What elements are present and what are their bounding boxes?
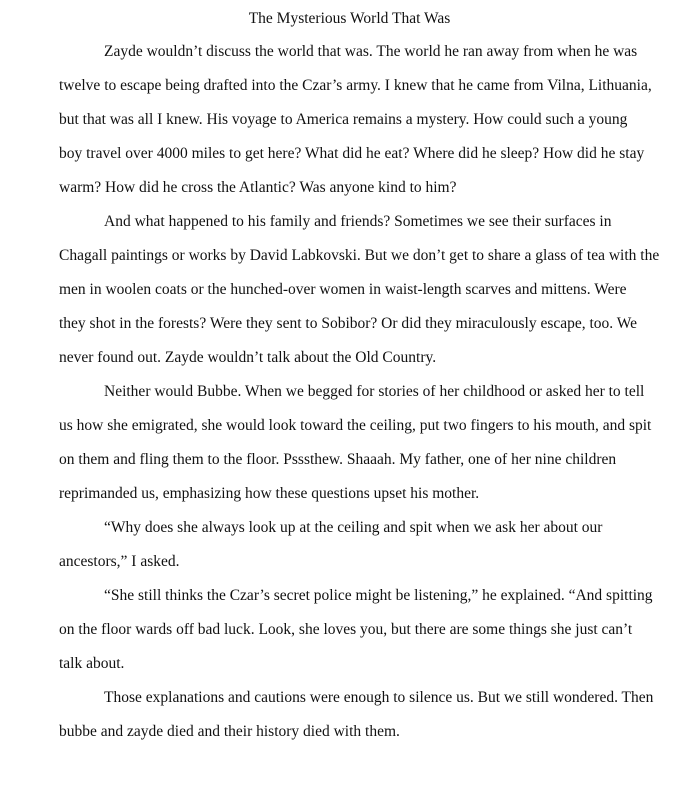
text-line: talk about. bbox=[59, 655, 125, 672]
text-line: on the floor wards off bad luck. Look, she loves you, but there are some things she just can’t bbox=[59, 621, 633, 638]
text-line: reprimanded us, emphasizing how these questions upset his mother. bbox=[59, 485, 480, 502]
text-line: boy travel over 4000 miles to get here? What did he eat? Where did he sleep? How did he stay bbox=[59, 145, 645, 162]
text-line: Neither would Bubbe. When we begged for stories of her childhood or asked her to tell bbox=[104, 383, 645, 400]
text-line: Chagall paintings or works by David Labkovski. But we don’t get to share a glass of tea with the bbox=[59, 247, 660, 264]
text-line: “Why does she always look up at the ceiling and spit when we ask her about our bbox=[104, 519, 603, 536]
text-line: bubbe and zayde died and their history died with them. bbox=[59, 723, 400, 740]
text-line: Those explanations and cautions were enough to silence us. But we still wondered. Then bbox=[104, 689, 654, 706]
text-line: on them and fling them to the floor. Psssthew. Shaaah. My father, one of her nine children bbox=[59, 451, 617, 468]
document-title: The Mysterious World That Was bbox=[248, 10, 451, 27]
text-line: “She still thinks the Czar’s secret police might be listening,” he explained. “And spitting bbox=[104, 587, 653, 604]
text-line: they shot in the forests? Were they sent to Sobibor? Or did they miraculously escape, too. We bbox=[59, 315, 638, 332]
text-line: us how she emigrated, she would look toward the ceiling, put two fingers to his mouth, and spit bbox=[59, 417, 652, 434]
text-line: never found out. Zayde wouldn’t talk about the Old Country. bbox=[59, 349, 437, 366]
text-line: warm? How did he cross the Atlantic? Was anyone kind to him? bbox=[59, 179, 457, 196]
text-line: but that was all I knew. His voyage to America remains a mystery. How could such a young bbox=[59, 111, 628, 128]
text-line: And what happened to his family and friends? Sometimes we see their surfaces in bbox=[104, 213, 612, 230]
text-line: twelve to escape being drafted into the Czar’s army. I knew that he came from Vilna, Lithuania, bbox=[59, 77, 652, 94]
text-line: Zayde wouldn’t discuss the world that was. The world he ran away from when he was bbox=[104, 43, 638, 60]
text-line: ancestors,” I asked. bbox=[59, 553, 180, 570]
text-line: men in woolen coats or the hunched-over women in waist-length scarves and mittens. Were bbox=[59, 281, 627, 298]
